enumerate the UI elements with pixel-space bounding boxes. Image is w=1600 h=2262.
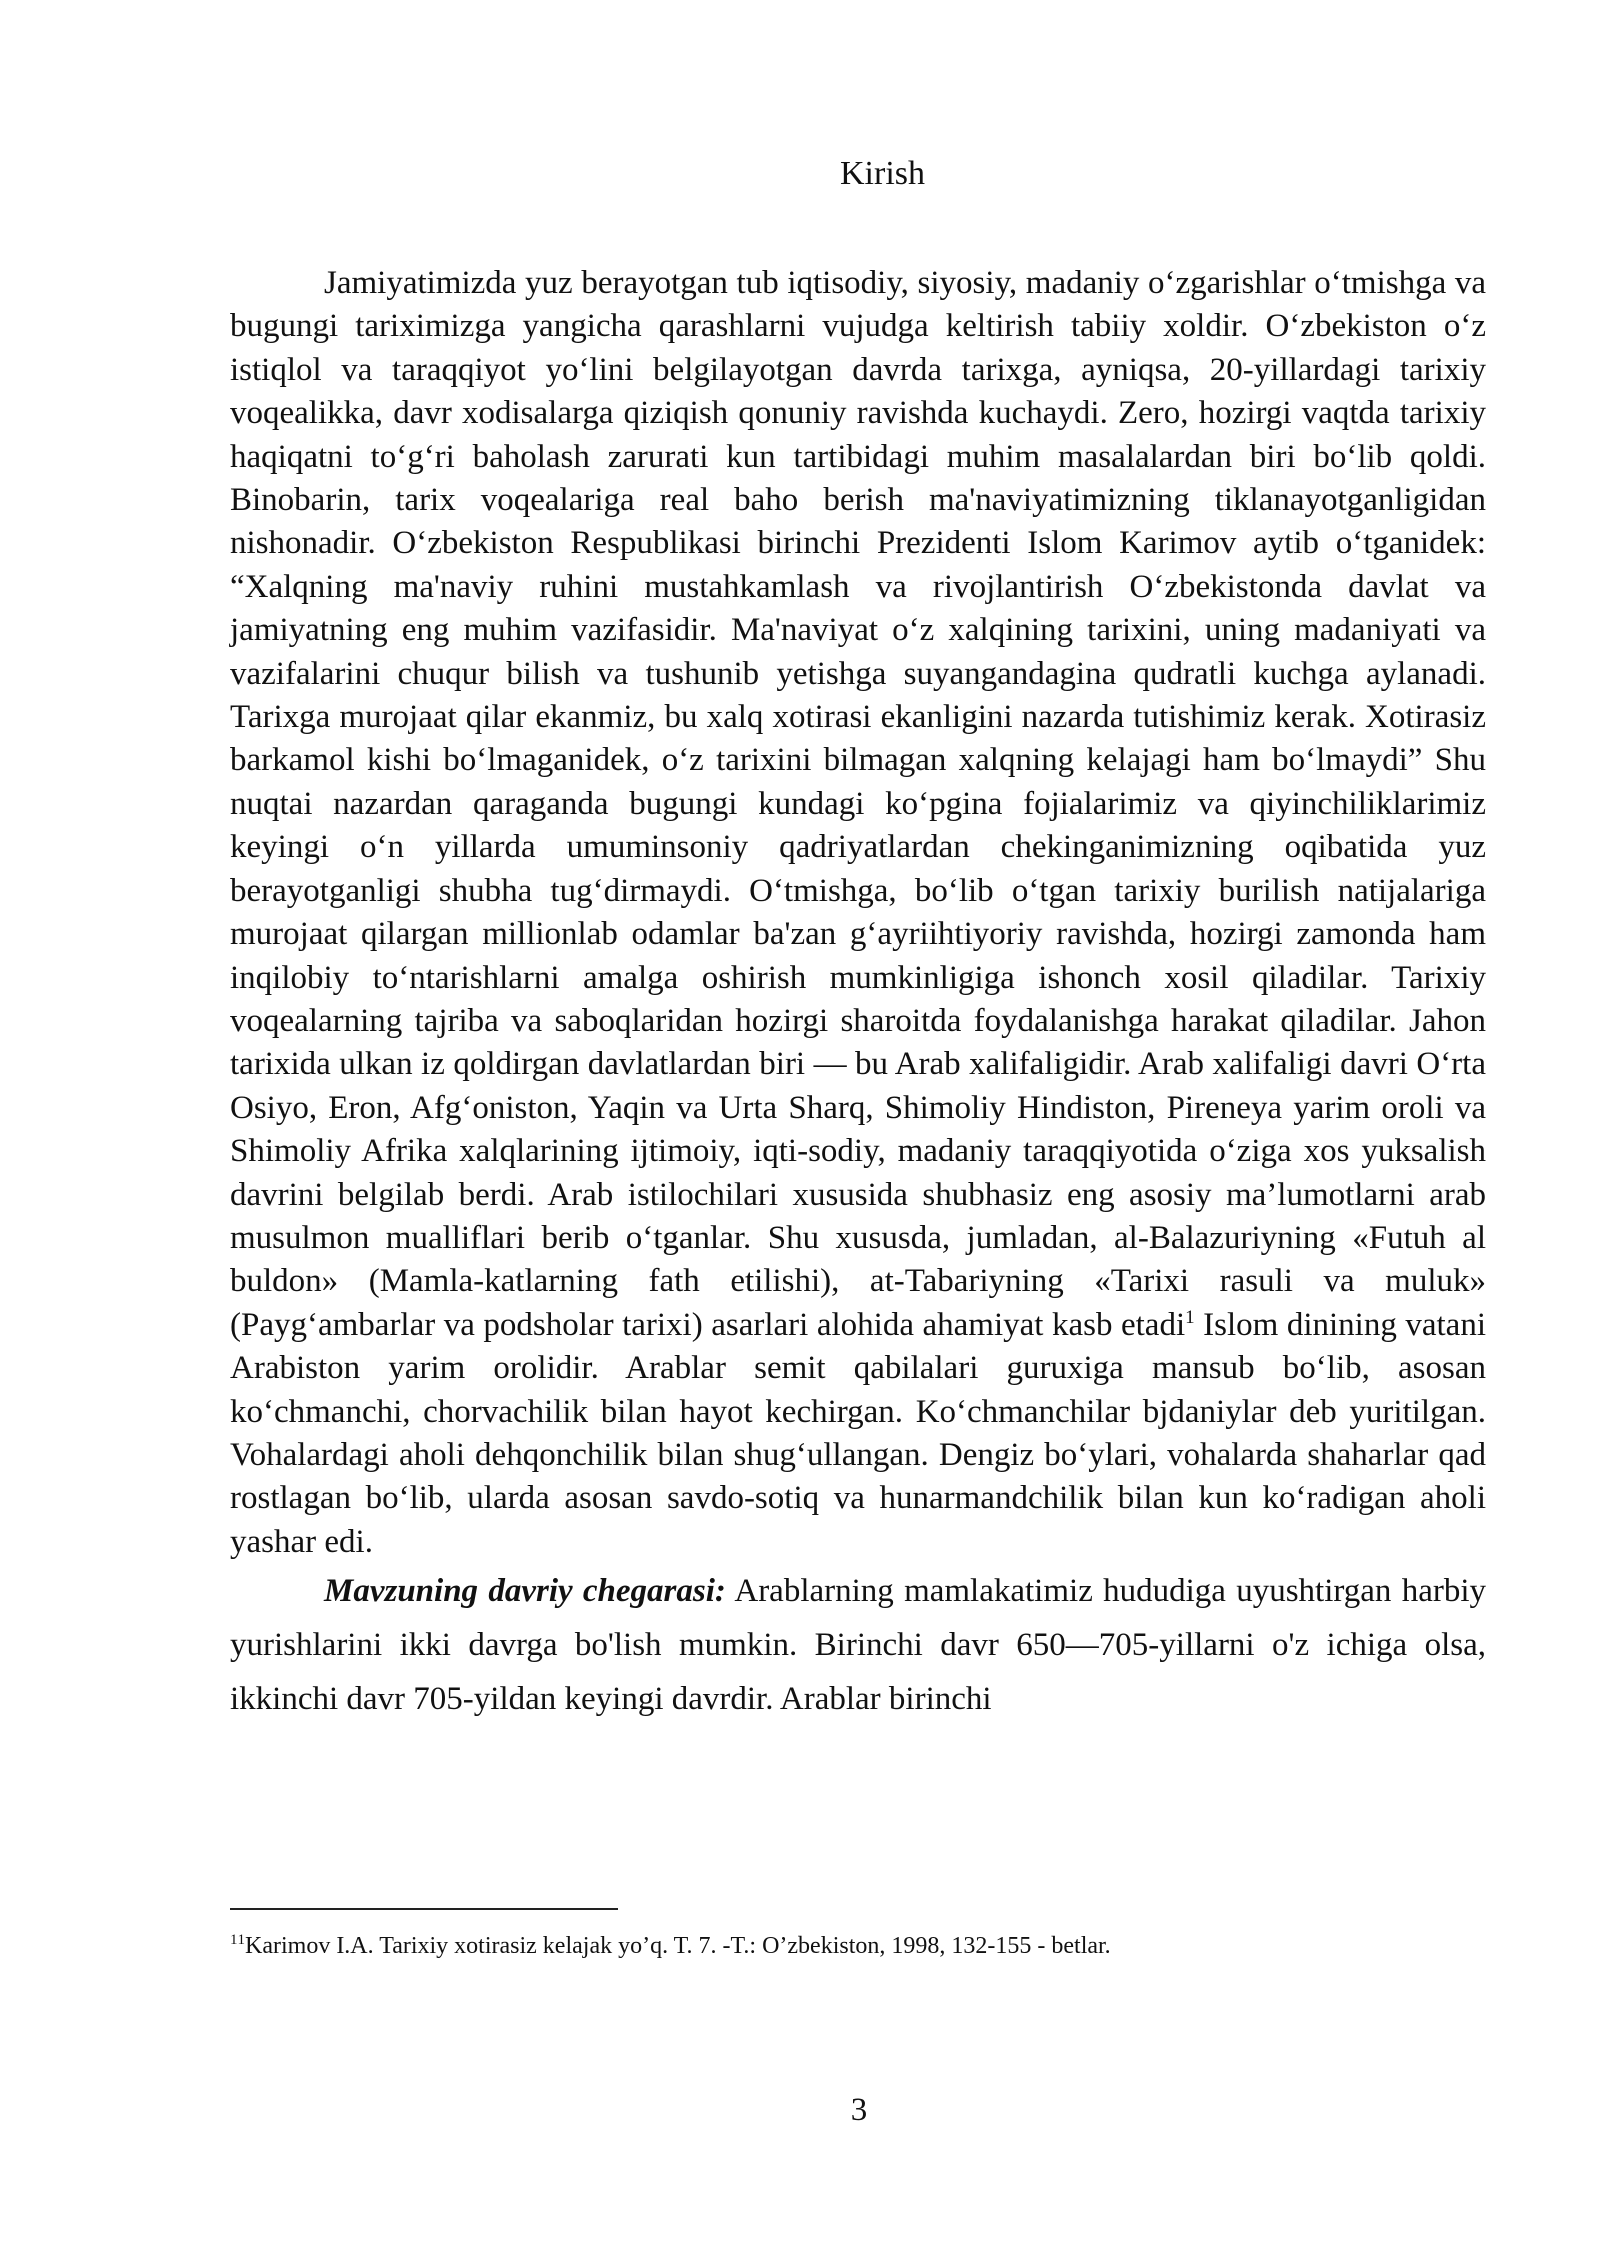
footnote-marker-secondary: 1 xyxy=(237,1932,245,1948)
page-title: Kirish xyxy=(840,155,925,192)
paragraph-period-text: Arablarning mamlakatimiz hududiga uyushtirgan harbiy yurishlarini ikki davrga bo'lish mumkin. Birinchi davr 650—705-yillarni o'z ichiga olsa, ikkinchi davr 705-yildan keyingi davrdir. Arablar birinchi xyxy=(230,1573,1486,1718)
body-text xyxy=(230,262,1486,1726)
paragraph-intro-text: Jamiyatimizda yuz berayotgan tub iqtisodiy, siyosiy, madaniy o‘zgarishlar o‘tmishga va bugungi tariximizga yangicha qarashlarni vujudga keltirish tabiiy xoldir. O‘zbekiston o‘z istiqlol va taraqqiyot yo‘lini belgilayotgan davrda tarixga, ayniqsa, 20-yillardagi tarixiy voqealikka, davr xodisalarga qiziqish qonuniy ravishda kuchaydi. Zero, hozirgi vaqtda tarixiy haqiqatni to‘g‘ri baholash zarurati kun tartibidagi muhim masalalardan biri bo‘lib qoldi. Binobarin, tarix voqealariga real baho berish ma'naviyatimizning tiklanayotganligidan nishonadir. O‘zbekiston Respublikasi birinchi Prezidenti Islom Karimov aytib o‘tganidek: “Xalqning ma'naviy ruhini mustahkamlash va rivojlantirish O‘zbekistonda davlat va jamiyatning eng muhim vazifasidir. Ma'naviyat o‘z xalqining tarixini, uning madaniyati va vazifalarini chuqur bilish va tushunib yetishga suyangandagina qudratli kuchga aylanadi. Tarixga murojaat qilar ekanmiz, bu xalq xotirasi ekanligini nazarda tutishimiz kerak. Xotirasiz barkamol kishi bo‘lmaganidek, o‘z tarixini bilmagan xalqning kelajagi ham bo‘lmaydi” Shu nuqtai nazardan qaraganda bugungi kundagi ko‘pgina fojialarimiz va qiyinchiliklarimiz keyingi o‘n yillarda umuminsoniy qadriyatlardan chekinganimizning oqibatida yuz berayotganligi shubha tug‘dirmaydi. O‘tmishga, bo‘lib o‘tgan tarixiy burilish natijalariga murojaat qilargan millionlab odamlar ba'zan g‘ayriihtiyoriy ravishda, hozirgi zamonda ham inqilobiy to‘ntarishlarni amalga oshirish mumkinligiga ishonch xosil qiladilar. Tarixiy voqealarning tajriba va saboqlaridan hozirgi sharoitda foydalanishga harakat qiladilar. Jahon tarixida ulkan iz qoldirgan davlatlardan biri — bu Arab xalifaligidir. Arab xalifaligi davri O‘rta Osiyo, Eron, Afg‘oniston, Yaqin va Urta Sharq, Shimoliy Hindiston, Pireneya yarim oroli va Shimoliy Afrika xalqlarining ijtimoiy, iqti-sodiy, madaniy taraqqiyotida o‘ziga xos yuksalish davrini belgilab berdi. Arab istilochilari xususida shubhasiz eng asosiy ma’lumotlarni arab musulmon mualliflari berib o‘tganlar. Shu xususda, jumladan, al-Balazuriyning «Futuh al buldon» (Mamla-katlarning fath etilishi), at-Tabariyning «Tarixi rasuli va muluk» (Payg‘ambarlar va podsholar tarixi) asarlari alohida ahamiyat kasb etadi xyxy=(230,265,1486,1343)
footnote xyxy=(230,1930,1486,1962)
footnote-text: Karimov I.A. Tarixiy xotirasiz kelajak yo’q. T. 7. -T.: O’zbekiston, 1998, 132-155 - betlar. xyxy=(245,1933,1111,1959)
paragraph-intro xyxy=(230,262,1486,1564)
paragraph-period xyxy=(230,1564,1486,1726)
paragraph-intro-continuation: Islom dinining vatani Arabiston yarim orolidir. Arablar semit qabilalari guruxiga mansub bo‘lib, asosan ko‘chmanchi, chorvachilik bilan hayot kechirgan. Ko‘chmanchilar bjdaniylar deb yuritilgan. Vohalardagi aholi dehqonchilik bilan shug‘ullangan. Dengiz bo‘ylari, vohalarda shaharlar qad rostlagan bo‘lib, ularda asosan savdo-sotiq va hunarmandchilik bilan kun ko‘radigan aholi yashar edi. xyxy=(230,1306,1486,1560)
footnote-reference[interactable]: 1 xyxy=(1185,1306,1195,1328)
footnote-divider xyxy=(230,1908,618,1910)
page-number: 3 xyxy=(850,2092,868,2128)
paragraph-period-lead-in: Mavzuning davriy chegarasi: xyxy=(324,1573,726,1610)
footnote-marker: 1 xyxy=(230,1932,238,1948)
